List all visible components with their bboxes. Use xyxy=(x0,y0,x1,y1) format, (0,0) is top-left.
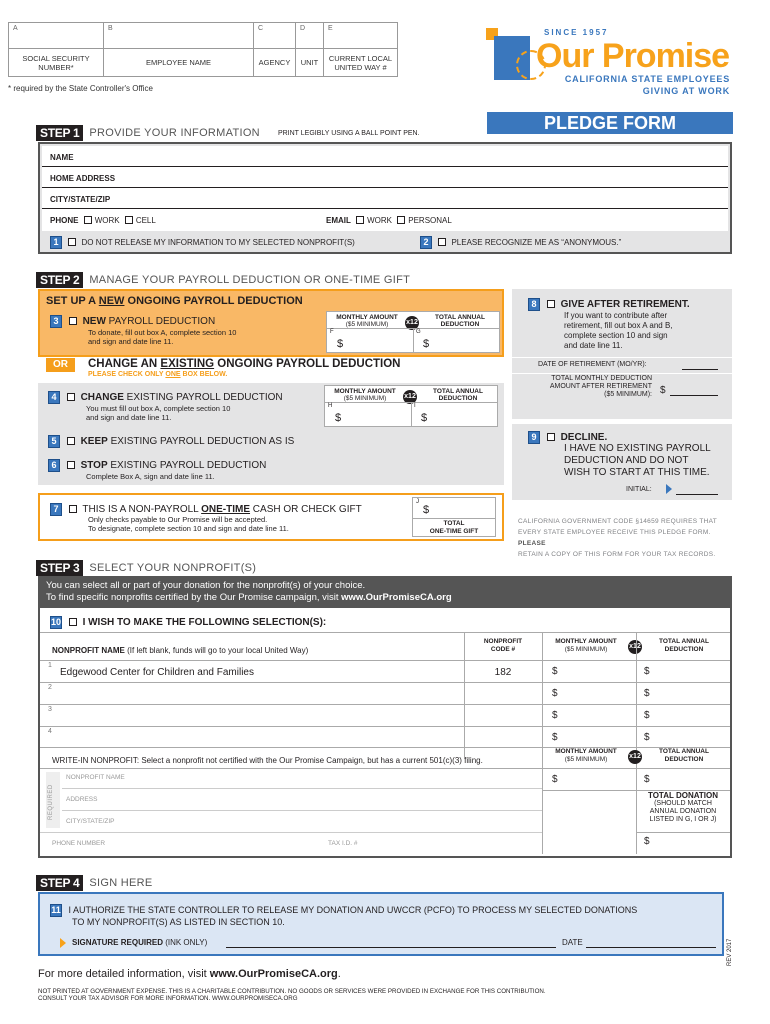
box-d[interactable]: D xyxy=(296,23,324,49)
home-address-label: HOME ADDRESS xyxy=(50,174,116,183)
label-unit: UNIT xyxy=(296,49,324,77)
label-agency: AGENCY xyxy=(254,49,296,77)
step3-monthly-header: MONTHLY AMOUNT ($5 MINIMUM) xyxy=(555,638,617,653)
write-in-label: WRITE-IN NONPROFIT: Select a nonprofit not certified with the Our Promise Campaign, but has a current 501(c)(3) filing. xyxy=(52,756,483,765)
email-personal-label: PERSONAL xyxy=(408,216,452,225)
row-number: 1 xyxy=(48,662,52,669)
required-note: * required by the State Controller's Office xyxy=(8,84,154,93)
box-i-letter: I xyxy=(414,403,416,409)
logo-line2: GIVING AT WORK xyxy=(642,86,730,96)
box-j xyxy=(412,497,496,537)
retirement-checkbox[interactable] xyxy=(547,300,555,308)
new-monthly-header: MONTHLY AMOUNT ($5 MINIMUM) xyxy=(336,314,398,328)
times12-icon: x12 xyxy=(405,316,419,330)
one-time-checkbox[interactable] xyxy=(69,505,77,513)
retirement-date-label: DATE OF RETIREMENT (MO/YR): xyxy=(538,361,647,368)
retirement-panel xyxy=(512,289,732,419)
decline-title: 9 DECLINE. xyxy=(528,431,607,444)
table-row xyxy=(40,682,730,704)
retirement-amount-input[interactable]: $ xyxy=(660,385,666,396)
option-1 xyxy=(50,236,355,249)
monthly-amount-input[interactable]: $ xyxy=(552,732,558,743)
nonprofit-code-header: NONPROFIT CODE # xyxy=(483,638,523,653)
writein-monthly-input[interactable]: $ xyxy=(552,774,558,785)
option-2 xyxy=(420,236,621,249)
stop-checkbox[interactable] xyxy=(67,461,75,469)
new-annual-header: TOTAL ANNUAL DEDUCTION xyxy=(435,314,485,328)
section-2-number: 2 xyxy=(420,236,432,249)
step1-title: PROVIDE YOUR INFORMATION xyxy=(89,127,260,139)
phone-work-checkbox[interactable] xyxy=(84,216,92,224)
required-side-label: REQUIRED xyxy=(46,772,60,828)
retirement-title: 8 GIVE AFTER RETIREMENT. xyxy=(528,298,690,311)
initial-label: INITIAL: xyxy=(626,486,652,493)
box-e[interactable]: E xyxy=(324,23,398,49)
date-label: DATE xyxy=(562,938,583,947)
write-in-phone-field[interactable]: PHONE NUMBER xyxy=(52,840,106,847)
step2-header xyxy=(36,272,410,288)
email-personal-checkbox[interactable] xyxy=(397,216,405,224)
nonprofit-panel xyxy=(38,608,732,858)
phone-row xyxy=(50,216,156,225)
table-row xyxy=(40,704,730,726)
table-row xyxy=(40,660,730,682)
one-time-gift-panel xyxy=(38,493,504,541)
box-a[interactable]: A xyxy=(9,23,104,49)
or-badge: OR xyxy=(46,358,75,372)
write-in-name-field[interactable]: NONPROFIT NAME xyxy=(66,774,125,781)
step3-intro: You can select all or part of your donation for the nonprofit(s) of your choice. To find specific nonprofits certified by the Our Promise campaign, visit www.OurPromiseCA.org xyxy=(38,576,732,608)
date-input[interactable] xyxy=(586,947,716,948)
signature-input[interactable] xyxy=(226,947,556,948)
step3-header xyxy=(36,560,256,576)
annual-amount-input[interactable]: $ xyxy=(644,666,650,677)
annual-amount-input[interactable]: $ xyxy=(644,710,650,721)
logo-name: Our Promise xyxy=(536,37,730,75)
revision-label: REV 2017 xyxy=(727,938,733,966)
write-in-city-field[interactable]: CITY/STATE/ZIP xyxy=(66,818,115,825)
anonymous-label: PLEASE RECOGNIZE ME AS “ANONYMOUS.” xyxy=(451,238,622,247)
nonprofit-rows xyxy=(40,660,730,752)
keep-checkbox[interactable] xyxy=(67,437,75,445)
section-11-number: 11 xyxy=(51,905,61,915)
writein-annual-header: TOTAL ANNUAL DEDUCTION xyxy=(659,748,709,763)
authorization-text: 11 I AUTHORIZE THE STATE CONTROLLER TO RELEASE MY DONATION AND UWCCR (PCFO) TO PROCESS MY SELECTED DONATIONS TO MY NONPROFIT(S) AS LISTED IN SECTION 10. xyxy=(51,905,638,927)
new-deduction-option: 3 NEW PAYROLL DEDUCTION xyxy=(50,315,215,328)
government-code-note: CALIFORNIA GOVERNMENT CODE §14659 REQUIRES THAT EVERY STATE EMPLOYEE RECEIVE THIS PLEDGE FORM. PLEASE RETAIN A COPY OF THIS FORM FOR YOUR TAX RECORDS. xyxy=(518,518,718,558)
new-deduction-checkbox[interactable] xyxy=(69,317,77,325)
decline-text: I HAVE NO EXISTING PAYROLL DEDUCTION AND DO NOT WISH TO START AT THIS TIME. xyxy=(564,443,711,478)
footer-website-link[interactable]: www.OurPromiseCA.org xyxy=(209,968,338,980)
one-time-instructions: Only checks payable to Our Promise will be accepted. To designate, complete section 10 and sign and date line 11. xyxy=(88,515,289,533)
stop-instructions: Complete Box A, sign and date line 11. xyxy=(86,472,215,481)
arrow-right-icon xyxy=(666,484,672,494)
step4-title: SIGN HERE xyxy=(89,877,153,889)
email-label: EMAIL xyxy=(326,216,351,225)
decline-panel xyxy=(512,424,732,500)
section-5-number: 5 xyxy=(48,435,60,448)
section-1-number: 1 xyxy=(50,236,62,249)
selection-title: 10 I WISH TO MAKE THE FOLLOWING SELECTION(S): xyxy=(51,617,327,628)
logo-line1: CALIFORNIA STATE EMPLOYEES xyxy=(564,74,730,84)
our-promise-logo xyxy=(486,22,734,100)
change-amount-box xyxy=(324,385,498,427)
phone-label: PHONE xyxy=(50,216,79,225)
sign-panel xyxy=(38,892,724,956)
footer-fine-print: NOT PRINTED AT GOVERNMENT EXPENSE. THIS IS A CHARITABLE CONTRIBUTION. NO GOODS OR SERVICES WERE PROVIDED IN EXCHANGE FOR THIS CONTRIBUTION. CONSULT YOUR TAX ADVISOR FOR MORE INFORMATION. WWW.OURPROMISECA.ORG xyxy=(38,988,546,1002)
do-not-release-checkbox[interactable] xyxy=(68,238,76,246)
box-j-letter: J xyxy=(416,499,419,505)
signature-label: SIGNATURE REQUIRED (INK ONLY) xyxy=(72,938,208,947)
box-j-input[interactable]: $ xyxy=(423,504,430,516)
monthly-amount-input[interactable]: $ xyxy=(552,710,558,721)
keep-option: 5 KEEP EXISTING PAYROLL DEDUCTION AS IS xyxy=(48,435,294,448)
retirement-amount-label: TOTAL MONTHLY DEDUCTION AMOUNT AFTER RETIREMENT ($5 MINIMUM): xyxy=(549,375,652,398)
city-state-zip-label: CITY/STATE/ZIP xyxy=(50,195,111,204)
anonymous-checkbox[interactable] xyxy=(438,238,446,246)
row-number: 4 xyxy=(48,728,52,735)
step2-title: MANAGE YOUR PAYROLL DEDUCTION OR ONE-TIME GIFT xyxy=(89,274,411,286)
box-h-letter: H xyxy=(328,403,333,409)
total-donation-input[interactable]: $ xyxy=(644,836,650,847)
section-4-number: 4 xyxy=(48,391,60,404)
row-number: 2 xyxy=(48,684,52,691)
section-3-number: 3 xyxy=(50,315,62,328)
total-donation-label: TOTAL DONATION (SHOULD MATCH ANNUAL DONATION LISTED IN G, I OR J) xyxy=(647,791,719,823)
annual-amount-input[interactable]: $ xyxy=(644,732,650,743)
retirement-date-input[interactable] xyxy=(682,369,718,370)
write-in-address-field[interactable]: ADDRESS xyxy=(66,796,98,803)
nonprofit-code-input[interactable]: 182 xyxy=(494,667,512,678)
label-employee-name: EMPLOYEE NAME xyxy=(104,49,254,77)
box-g-letter: G xyxy=(416,329,421,335)
nonprofit-name-header: NONPROFIT NAME (If left blank, funds will go to your local United Way) xyxy=(52,646,309,655)
change-monthly-header: MONTHLY AMOUNT ($5 MINIMUM) xyxy=(334,388,396,402)
name-label: NAME xyxy=(50,153,74,162)
row-number: 3 xyxy=(48,706,52,713)
step2-label: STEP 2 xyxy=(36,272,83,288)
nonprofit-name-input[interactable]: Edgewood Center for Children and Families xyxy=(60,667,254,678)
section-9-number: 9 xyxy=(528,431,540,444)
one-time-option: 7 THIS IS A NON-PAYROLL ONE-TIME CASH OR CHECK GIFT xyxy=(50,503,362,516)
step4-header xyxy=(36,875,153,891)
step1-header xyxy=(36,125,420,141)
new-amount-box xyxy=(326,311,500,353)
footer-info: For more detailed information, visit www.OurPromiseCA.org. xyxy=(38,968,341,980)
times12-icon: x12 xyxy=(628,640,642,654)
phone-cell-checkbox[interactable] xyxy=(125,216,133,224)
one-time-total-label: TOTAL ONE-TIME GIFT xyxy=(429,520,479,535)
phone-work-label: WORK xyxy=(94,216,120,225)
section-7-number: 7 xyxy=(50,503,62,516)
decline-checkbox[interactable] xyxy=(547,433,555,441)
change-option: 4 CHANGE EXISTING PAYROLL DEDUCTION xyxy=(48,391,283,404)
annual-amount-input[interactable]: $ xyxy=(644,688,650,699)
email-work-label: WORK xyxy=(367,216,393,225)
write-in-taxid-field[interactable]: TAX I.D. # xyxy=(328,840,358,847)
box-h-input[interactable]: $ xyxy=(335,412,342,424)
logo-since: SINCE 1957 xyxy=(544,28,609,37)
times12-icon: x12 xyxy=(628,750,642,764)
retirement-instructions: If you want to contribute after retirement, fill out box A and B, complete section 10 and sign and date line 11. xyxy=(564,311,673,350)
box-g-input[interactable]: $ xyxy=(423,338,430,350)
step3-title: SELECT YOUR NONPROFIT(S) xyxy=(89,562,257,574)
writein-monthly-header: MONTHLY AMOUNT ($5 MINIMUM) xyxy=(555,748,617,763)
new-deduction-instructions: To donate, fill out box A, complete section 10 and sign and date line 11. xyxy=(88,328,237,346)
label-united-way: CURRENT LOCAL UNITED WAY # xyxy=(324,49,398,77)
box-c[interactable]: C xyxy=(254,23,296,49)
step3-label: STEP 3 xyxy=(36,560,83,576)
times12-icon: x12 xyxy=(403,390,417,404)
change-existing-title: CHANGE AN EXISTING ONGOING PAYROLL DEDUCTION xyxy=(88,358,401,370)
setup-new-title: SET UP A NEW ONGOING PAYROLL DEDUCTION xyxy=(46,295,303,307)
website-link[interactable]: www.OurPromiseCA.org xyxy=(341,592,452,603)
step4-label: STEP 4 xyxy=(36,875,83,891)
label-ssn: SOCIAL SECURITY NUMBER* xyxy=(9,49,104,77)
new-deduction-panel xyxy=(38,289,504,357)
do-not-release-label: DO NOT RELEASE MY INFORMATION TO MY SELECTED NONPROFIT(S) xyxy=(81,238,355,247)
section-6-number: 6 xyxy=(48,459,60,472)
step1-note: PRINT LEGIBLY USING A BALL POINT PEN. xyxy=(277,129,420,137)
form-title: PLEDGE FORM xyxy=(487,112,733,134)
section-8-number: 8 xyxy=(528,298,540,311)
email-row xyxy=(326,216,452,225)
make-selection-checkbox[interactable] xyxy=(69,618,77,626)
initial-input[interactable] xyxy=(676,494,718,495)
stop-option: 6 STOP EXISTING PAYROLL DEDUCTION xyxy=(48,459,266,472)
arrow-right-icon xyxy=(60,938,66,948)
box-f-input[interactable]: $ xyxy=(337,338,344,350)
change-instructions: You must fill out box A, complete section 10 and sign and date line 11. xyxy=(86,404,231,422)
writein-annual-input[interactable]: $ xyxy=(644,774,650,785)
phone-cell-label: CELL xyxy=(135,216,156,225)
step1-panel xyxy=(38,142,732,254)
change-checkbox[interactable] xyxy=(67,393,75,401)
step1-label: STEP 1 xyxy=(36,125,83,141)
step3-annual-header: TOTAL ANNUAL DEDUCTION xyxy=(659,638,709,653)
email-work-checkbox[interactable] xyxy=(356,216,364,224)
box-i-input[interactable]: $ xyxy=(421,412,428,424)
table-row xyxy=(40,726,730,748)
monthly-amount-input[interactable]: $ xyxy=(552,666,558,677)
box-b[interactable]: B xyxy=(104,23,254,49)
employee-info-table xyxy=(8,22,398,77)
monthly-amount-input[interactable]: $ xyxy=(552,688,558,699)
box-f-letter: F xyxy=(330,329,334,335)
change-annual-header: TOTAL ANNUAL DEDUCTION xyxy=(433,388,483,402)
change-panel xyxy=(38,383,504,485)
section-10-number: 10 xyxy=(51,617,62,627)
check-only-one: PLEASE CHECK ONLY ONE BOX BELOW. xyxy=(88,371,228,378)
